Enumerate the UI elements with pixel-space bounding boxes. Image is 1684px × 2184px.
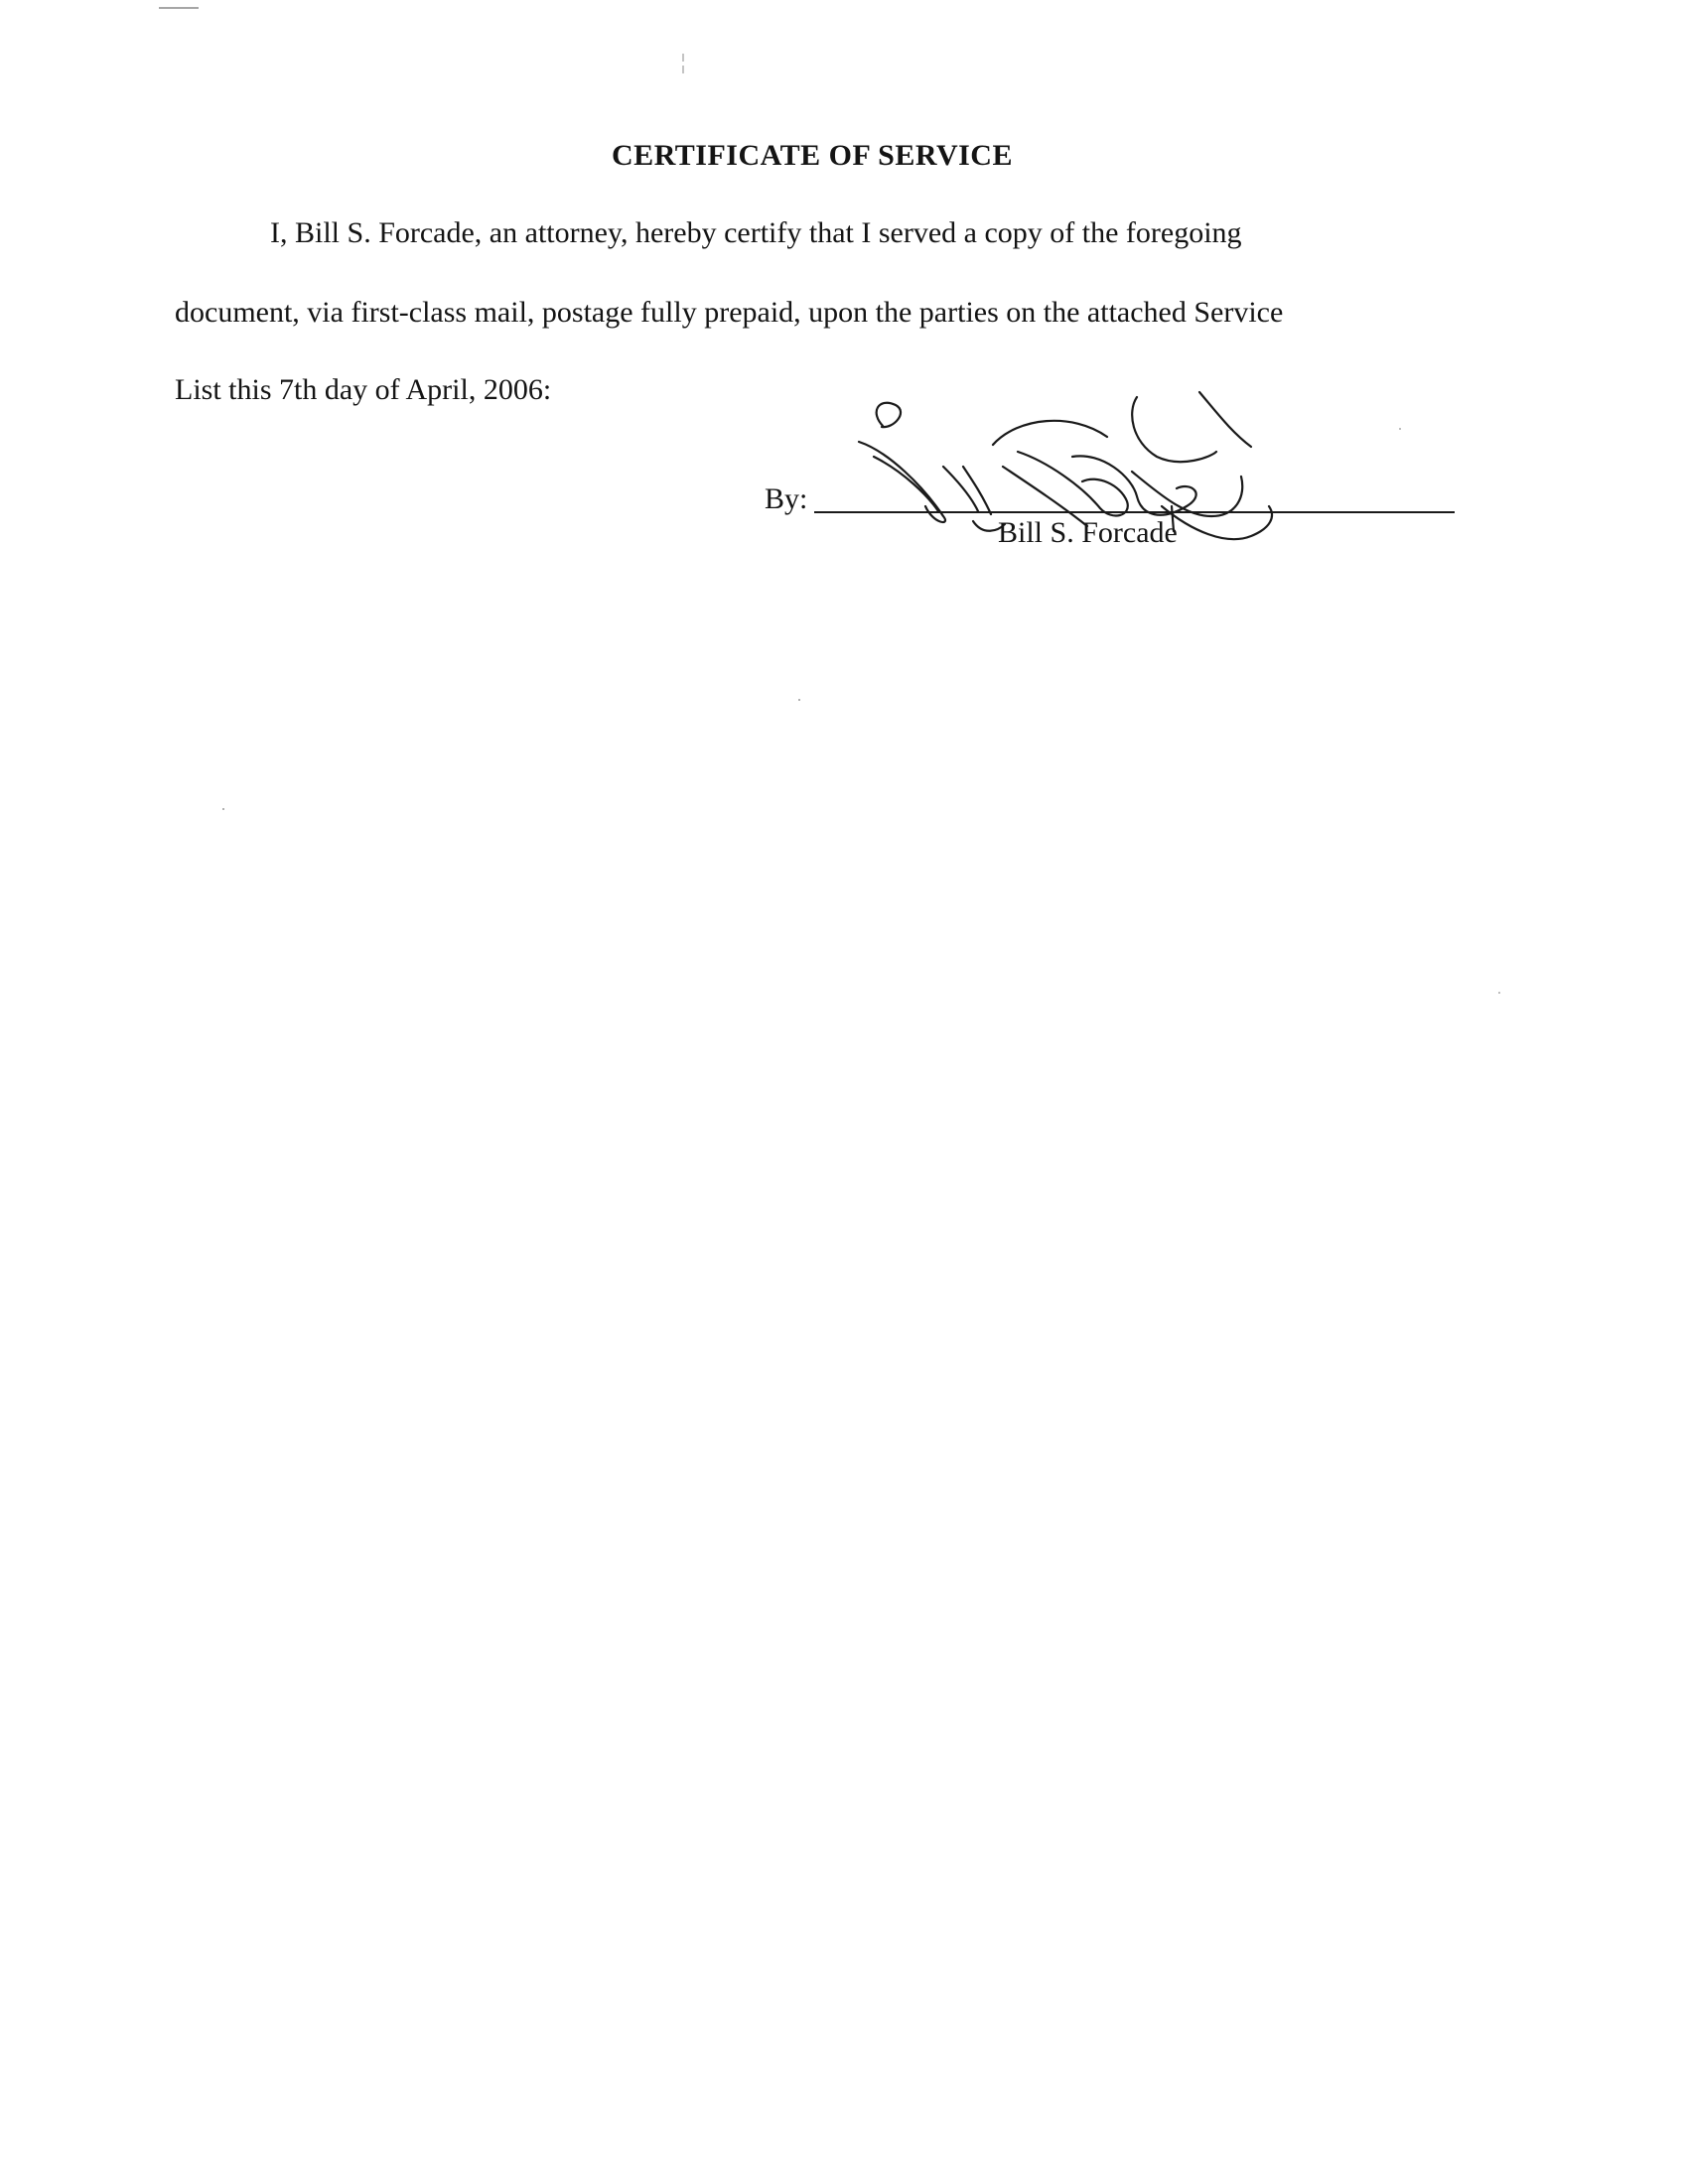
paragraph-line-1: I, Bill S. Forcade, an attorney, hereby certify that I served a copy of the foregoing [270,216,1242,249]
paragraph-line-3: List this 7th day of April, 2006: [175,373,552,406]
signer-name: Bill S. Forcade [998,516,1178,549]
paragraph-line-2: document, via first-class mail, postage fully prepaid, upon the parties on the attached Service [175,296,1284,329]
document-title: CERTIFICATE OF SERVICE [612,139,1013,172]
signature-by-label: By: [765,482,808,515]
